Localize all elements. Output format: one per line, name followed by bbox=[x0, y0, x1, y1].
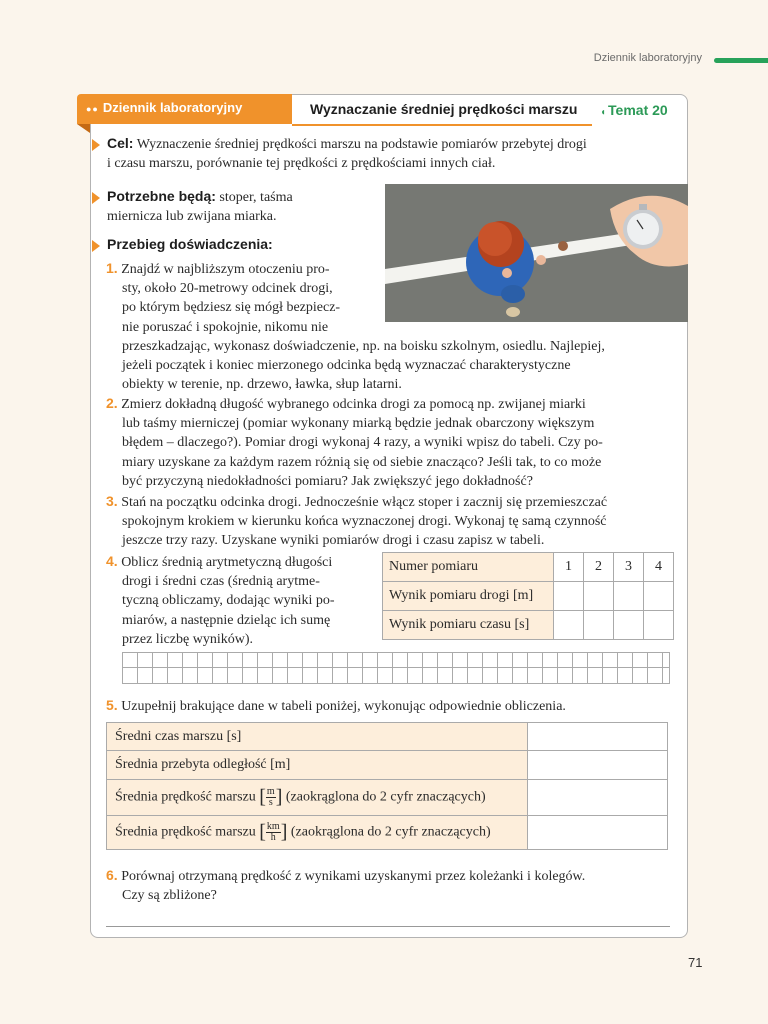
needed-line-2: miernicza lub zwijana miarka. bbox=[107, 209, 277, 225]
tab-text: Dziennik laboratoryjny bbox=[102, 100, 243, 115]
speed-label: Średnia prędkość marszu bbox=[115, 824, 260, 840]
rounding-note: (zaokrąglona do 2 cyfr znaczących) bbox=[282, 789, 486, 805]
running-header: Dziennik laboratoryjny bbox=[593, 52, 702, 64]
needed-line-1: stoper, taśma bbox=[215, 190, 293, 205]
tab-dots-icon: ●● bbox=[86, 104, 99, 114]
answer-cell[interactable] bbox=[644, 611, 674, 640]
answer-cell[interactable] bbox=[528, 751, 668, 780]
step-2 bbox=[106, 394, 681, 491]
unit-numerator: m bbox=[266, 786, 275, 797]
procedure-heading bbox=[107, 235, 273, 255]
step-1 bbox=[106, 259, 676, 394]
table-row bbox=[107, 780, 668, 816]
step-4-number: 4. bbox=[106, 553, 118, 569]
table-header-cell: Numer pomiaru bbox=[383, 553, 554, 582]
step-6 bbox=[106, 866, 681, 905]
step-4-line: tyczną obliczamy, dodając wyniki po- bbox=[122, 593, 335, 609]
step-5 bbox=[106, 696, 681, 716]
step-1-line: przeszkadzając, wykonasz doświadczenie, np. na boisku szkolnym, osiedlu. Najlepiej, bbox=[122, 338, 605, 354]
step-6-line: Porównaj otrzymaną prędkość z wynikami uzyskanymi przez koleżanki i kolegów. bbox=[117, 869, 586, 884]
measurement-table bbox=[382, 552, 674, 640]
step-4-line: Oblicz średnią arytmetyczną długości bbox=[117, 555, 333, 570]
step-1-line: po którym będziesz się mógł bezpiecz- bbox=[122, 300, 341, 316]
step-1-number: 1. bbox=[106, 260, 118, 276]
table-row bbox=[383, 553, 674, 582]
tab-fold bbox=[77, 124, 90, 133]
topic-marker-icon: ◖ bbox=[600, 107, 607, 118]
row-label-time: Wynik pomiaru czasu [s] bbox=[383, 611, 554, 640]
answer-cell[interactable] bbox=[528, 816, 668, 850]
unit-denominator: s bbox=[268, 797, 273, 808]
step-5-text: Uzupełnij brakujące dane w tabeli poniżej, wykonując odpowiednie obliczenia. bbox=[117, 699, 566, 714]
answer-cell[interactable] bbox=[528, 723, 668, 751]
column-number: 3 bbox=[614, 553, 644, 582]
results-table bbox=[106, 722, 668, 850]
step-4 bbox=[106, 552, 376, 649]
column-number: 2 bbox=[584, 553, 614, 582]
answer-cell[interactable] bbox=[614, 582, 644, 611]
step-4-line: przez liczbę wyników). bbox=[122, 631, 253, 647]
step-2-number: 2. bbox=[106, 395, 118, 411]
step-6-line: Czy są zbliżone? bbox=[122, 888, 217, 904]
unit-denominator: h bbox=[270, 832, 276, 843]
header-accent-bar bbox=[714, 58, 768, 63]
table-row bbox=[107, 723, 668, 751]
answer-cell[interactable] bbox=[584, 611, 614, 640]
step-1-line: jeżeli początek i koniec mierzonego odcinka będą wyznaczać charakterystyczne bbox=[122, 358, 571, 374]
step-4-line: miarów, a następnie dzieląc ich sumę bbox=[122, 612, 331, 628]
step-1-line: obiekty w terenie, np. drzewo, ławka, słup latarni. bbox=[122, 377, 402, 393]
step-3-line: jeszcze trzy razy. Uzyskane wyniki pomiarów drogi i czasu zapisz w tabeli. bbox=[122, 533, 545, 549]
unit-fraction bbox=[266, 787, 276, 808]
table-row bbox=[383, 611, 674, 640]
bracket-open-icon: [ bbox=[259, 786, 266, 808]
step-1-line: Znajdź w najbliższym otoczeniu pro- bbox=[117, 262, 330, 277]
answer-cell[interactable] bbox=[584, 582, 614, 611]
calculation-grid[interactable] bbox=[122, 652, 670, 684]
column-number: 1 bbox=[554, 553, 584, 582]
answer-cell[interactable] bbox=[554, 582, 584, 611]
bracket-close-icon: ] bbox=[275, 786, 283, 808]
step-1-line: nie poruszać i spokojnie, nikomu nie bbox=[122, 319, 329, 335]
result-label-distance: Średnia przebyta odległość [m] bbox=[107, 751, 528, 780]
answer-cell[interactable] bbox=[614, 611, 644, 640]
procedure-label: Przebieg doświadczenia: bbox=[107, 236, 273, 252]
answer-cell[interactable] bbox=[644, 582, 674, 611]
goal-line-2: i czasu marszu, porównanie tej prędkości z prędkościami innych ciał. bbox=[107, 156, 496, 172]
title-underline bbox=[292, 124, 592, 126]
step-1-line: sty, około 20-metrowy odcinek drogi, bbox=[122, 281, 333, 297]
table-row bbox=[107, 816, 668, 850]
page-title: Wyznaczanie średniej prędkości marszu bbox=[310, 101, 578, 117]
goal-bullet-icon bbox=[92, 139, 100, 151]
goal-label: Cel: bbox=[107, 135, 134, 151]
step-4-line: drogi i średni czas (średnią arytme- bbox=[122, 574, 320, 590]
step-3-line: Stań na początku odcinka drogi. Jednocześnie włącz stoper i zacznij się przemieszczać bbox=[117, 495, 608, 510]
column-number: 4 bbox=[644, 553, 674, 582]
bracket-close-icon: ] bbox=[280, 821, 288, 843]
unit-numerator: km bbox=[266, 821, 280, 832]
tab-label bbox=[86, 100, 242, 115]
needed-label: Potrzebne będą: bbox=[107, 188, 216, 204]
step-2-line: Zmierz dokładną długość wybranego odcinka drogi za pomocą np. zwijanej miarki bbox=[117, 397, 586, 412]
topic-text: Temat 20 bbox=[608, 102, 668, 118]
step-3 bbox=[106, 492, 681, 551]
topic-label bbox=[600, 102, 668, 118]
page-number: 71 bbox=[688, 955, 703, 970]
result-label-speed-kmh bbox=[107, 816, 528, 850]
step-5-number: 5. bbox=[106, 697, 118, 713]
row-label-distance: Wynik pomiaru drogi [m] bbox=[383, 582, 554, 611]
step-2-line: błędem – dlaczego?). Pomiar drogi wykonaj 4 razy, a wyniki wpisz do tabeli. Czy po- bbox=[122, 435, 603, 451]
answer-line[interactable] bbox=[106, 926, 670, 927]
needed-paragraph bbox=[107, 187, 377, 226]
speed-label: Średnia prędkość marszu bbox=[115, 789, 260, 805]
step-2-line: lub taśmy mierniczej (pomiar wykonany miarką będzie jednak obarczony większym bbox=[122, 416, 595, 432]
goal-paragraph bbox=[107, 134, 687, 173]
bracket-open-icon: [ bbox=[259, 821, 266, 843]
table-row bbox=[107, 751, 668, 780]
procedure-bullet-icon bbox=[92, 240, 100, 252]
answer-cell[interactable] bbox=[554, 611, 584, 640]
step-6-number: 6. bbox=[106, 867, 118, 883]
table-row bbox=[383, 582, 674, 611]
step-3-line: spokojnym krokiem w kierunku końca wyznaczonej drogi. Wykonaj tę samą czynność bbox=[122, 514, 607, 530]
rounding-note: (zaokrąglona do 2 cyfr znaczących) bbox=[287, 824, 491, 840]
step-3-number: 3. bbox=[106, 493, 118, 509]
goal-line-1: Wyznaczenie średniej prędkości marszu na podstawie pomiarów przebytej drogi bbox=[133, 137, 587, 152]
answer-cell[interactable] bbox=[528, 780, 668, 816]
step-2-line: miary uzyskane za każdym razem różnią się od siebie znacząco? Jeśli tak, to co może bbox=[122, 454, 602, 470]
unit-fraction bbox=[266, 822, 281, 843]
result-label-time: Średni czas marszu [s] bbox=[107, 723, 528, 751]
step-2-line: być przyczyną niedokładności pomiaru? Jak zwiększyć jego dokładność? bbox=[122, 473, 533, 489]
needed-bullet-icon bbox=[92, 192, 100, 204]
result-label-speed-ms bbox=[107, 780, 528, 816]
